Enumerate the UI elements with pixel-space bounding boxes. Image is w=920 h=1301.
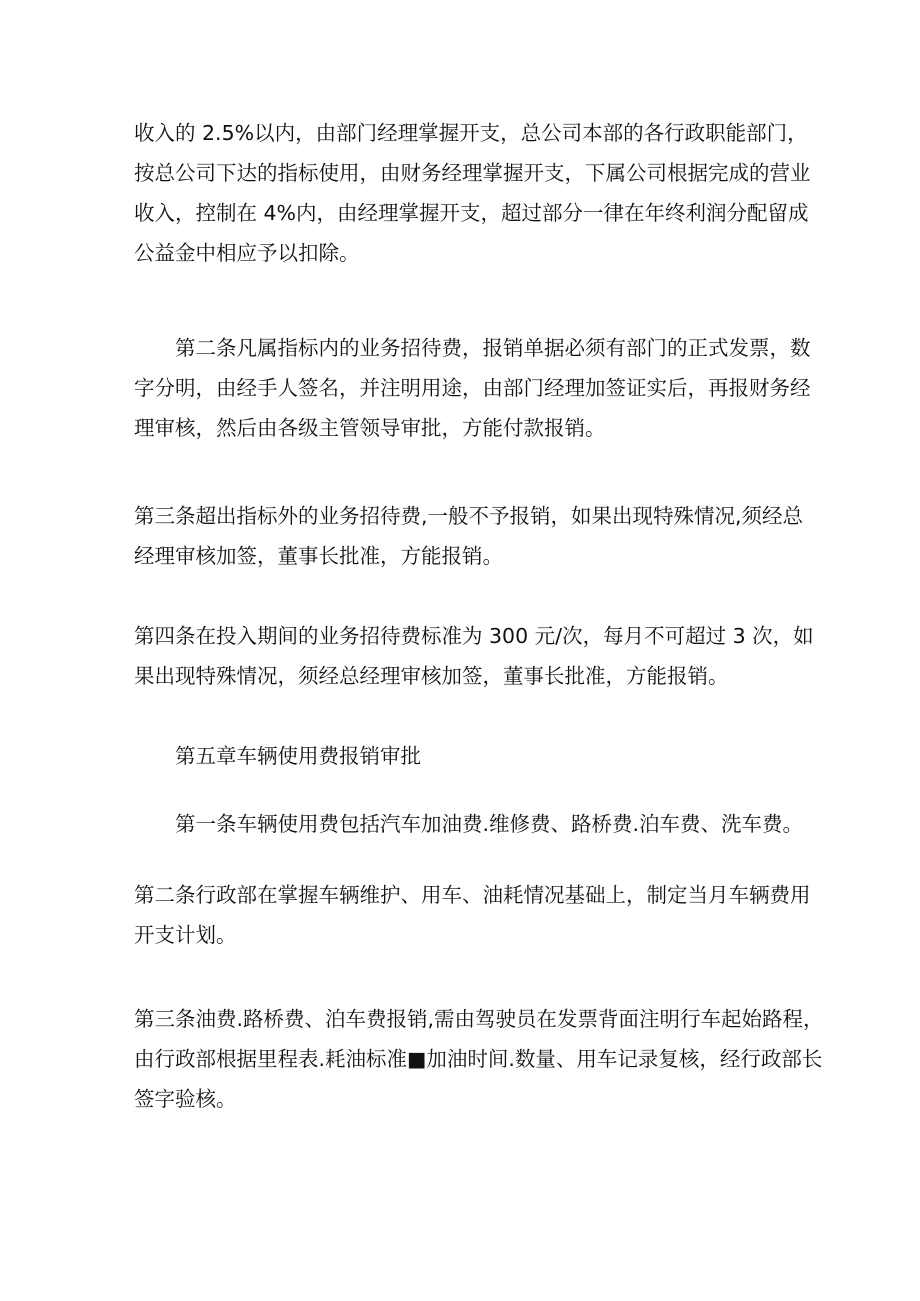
paragraph	[134, 875, 811, 955]
chapter-heading	[134, 736, 802, 776]
paragraph	[134, 496, 802, 576]
text-line: 经理审核加签，董事长批准，方能报销。	[134, 544, 503, 568]
text-line: 第三条油费.路桥费、泊车费报销,需由驾驶员在发票背面注明行车起始路程，	[134, 1007, 824, 1031]
text-line: 收入的 2.5%以内，由部门经理掌握开支，总公司本部的各行政职能部门，	[134, 121, 808, 145]
text-line: 理审核，然后由各级主管领导审批，方能付款报销。	[134, 416, 606, 440]
text-line: 由行政部根据里程表.耗油标准■加油时间.数量、用车记录复核，经行政部长	[134, 1047, 823, 1071]
text-line: 第四条在投入期间的业务招待费标准为 300 元/次，每月不可超过 3 次，如	[134, 624, 814, 648]
paragraph	[134, 804, 802, 844]
text-line: 签字验核。	[134, 1087, 237, 1111]
text-line: 第二条行政部在掌握车辆维护、用车、油耗情况基础上，制定当月车辆费用	[134, 883, 811, 907]
text-line: 按总公司下达的指标使用，由财务经理掌握开支，下属公司根据完成的营业	[134, 161, 811, 185]
text-line: 第三条超出指标外的业务招待费,一般不予报销，如果出现特殊情况,须经总	[134, 504, 804, 528]
paragraph	[134, 999, 824, 1119]
heading-text: 第五章车辆使用费报销审批	[175, 744, 421, 768]
text-line: 果出现特殊情况，须经总经理审核加签，董事长批准，方能报销。	[134, 664, 729, 688]
text-line: 字分明，由经手人签名，并注明用途，由部门经理加签证实后，再报财务经	[134, 376, 811, 400]
paragraph	[134, 328, 811, 448]
text-line: 公益金中相应予以扣除。	[134, 241, 360, 265]
text-line: 收入，控制在 4%内，由经理掌握开支，超过部分一律在年终利润分配留成	[134, 201, 809, 225]
text-line: 开支计划。	[134, 923, 237, 947]
paragraph	[134, 113, 811, 273]
text-line: 第二条凡属指标内的业务招待费，报销单据必须有部门的正式发票，数	[175, 336, 811, 360]
text-line: 第一条车辆使用费包括汽车加油费.维修费、路桥费.泊车费、洗车费。	[175, 812, 804, 836]
paragraph	[134, 616, 814, 696]
